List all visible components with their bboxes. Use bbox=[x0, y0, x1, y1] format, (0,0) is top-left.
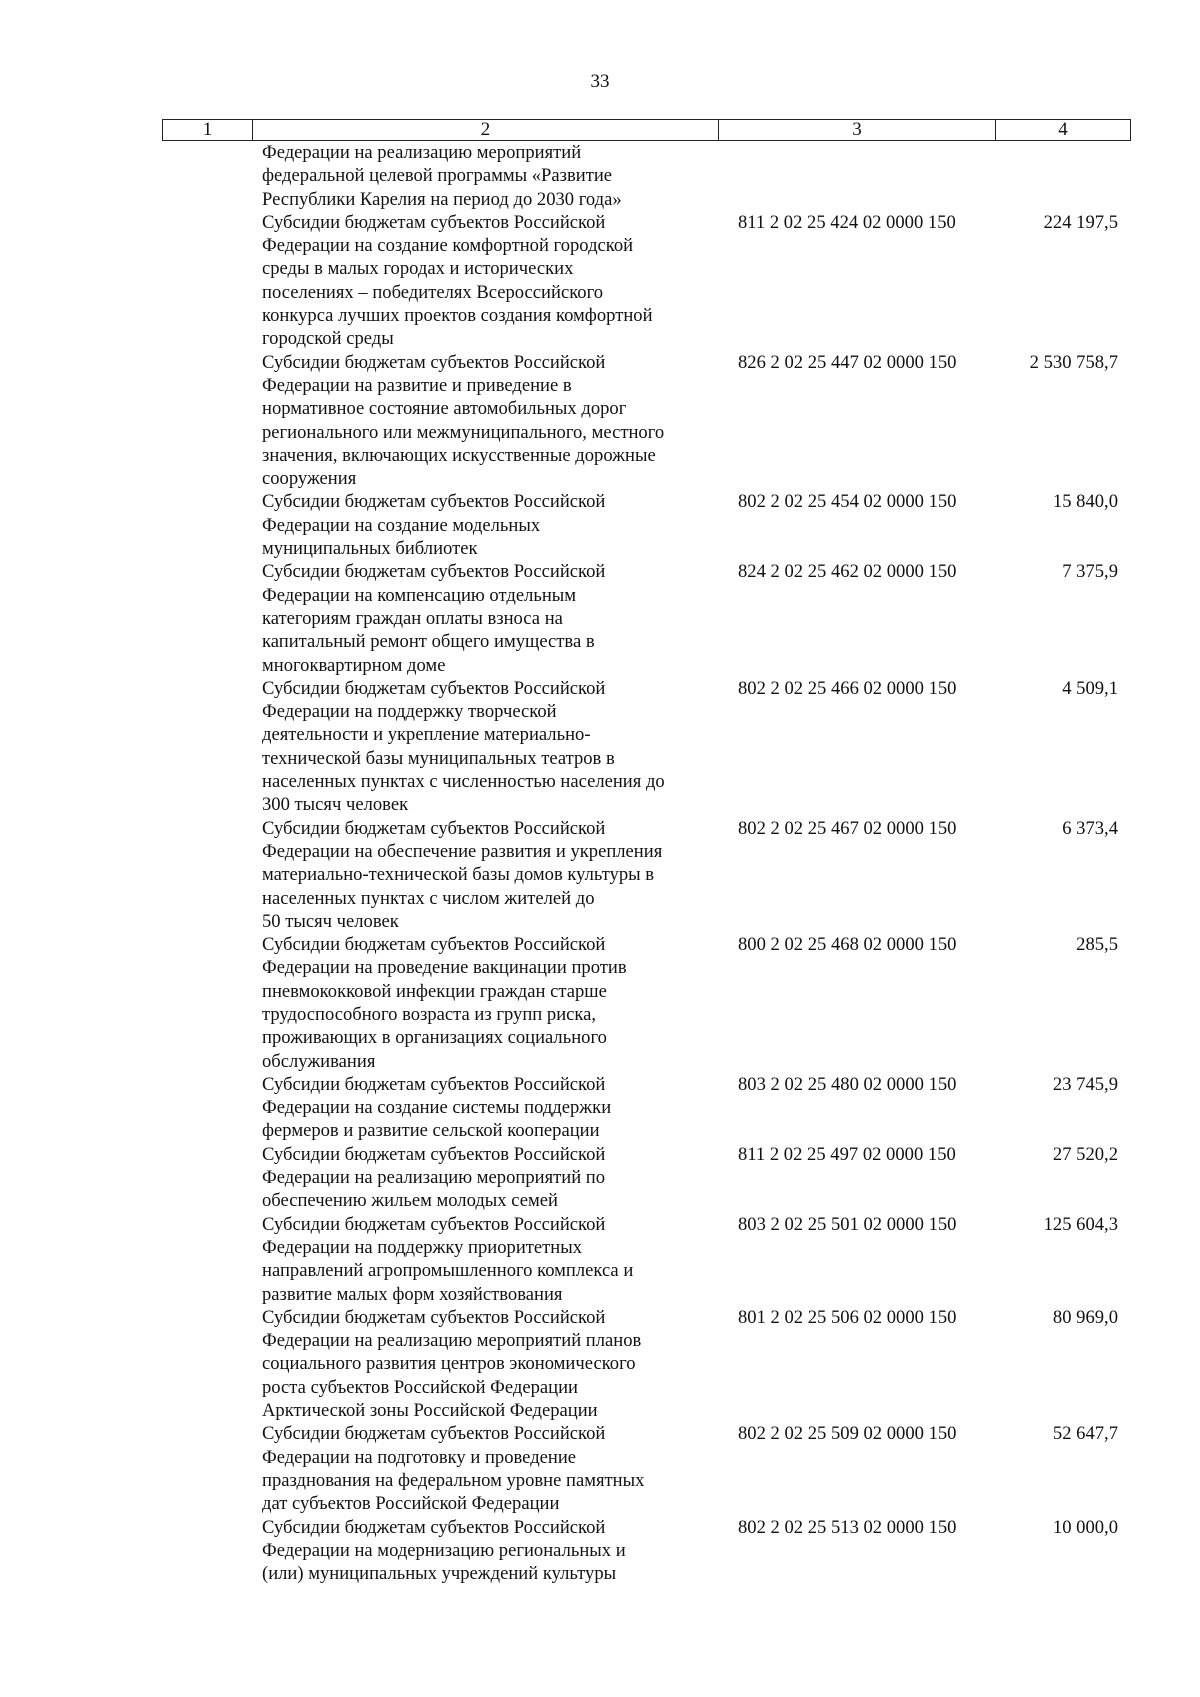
description-line: регионального или межмуниципального, местного bbox=[262, 421, 665, 443]
row-description bbox=[252, 1213, 718, 1306]
row-description bbox=[252, 490, 718, 560]
table-row bbox=[162, 211, 1130, 351]
column-header-2: 2 bbox=[253, 120, 719, 141]
description-line: населенных пунктах с численностью населения до bbox=[262, 771, 665, 793]
row-description bbox=[252, 560, 718, 676]
description-line: городской среды bbox=[262, 328, 394, 350]
description-line: фермеров и развитие сельской кооперации bbox=[262, 1120, 600, 1142]
description-line: значения, включающих искусственные дорожные bbox=[262, 444, 656, 466]
description-line: капитальный ремонт общего имущества в bbox=[262, 631, 595, 653]
table-row bbox=[162, 490, 1130, 560]
description-line: Федерации на реализацию мероприятий bbox=[262, 142, 582, 163]
table-row bbox=[162, 1422, 1130, 1515]
description-line: обслуживания bbox=[262, 1050, 376, 1072]
row-budget-code: 803 2 02 25 501 02 0000 150 bbox=[738, 1213, 957, 1235]
description-line: дат субъектов Российской Федерации bbox=[262, 1493, 560, 1515]
row-amount: 4 509,1 bbox=[1062, 677, 1118, 699]
description-line: пневмококковой инфекции граждан старше bbox=[262, 980, 607, 1002]
description-line: Субсидии бюджетам субъектов Российской bbox=[262, 1516, 606, 1538]
row-number-cell bbox=[162, 817, 252, 933]
description-line: Федерации на реализацию мероприятий планов bbox=[262, 1330, 642, 1352]
description-line: Субсидии бюджетам субъектов Российской bbox=[262, 1306, 606, 1328]
description-line: Федерации на обеспечение развития и укрепления bbox=[262, 840, 663, 862]
row-amount: 10 000,0 bbox=[1052, 1516, 1118, 1538]
description-line: материально-технической базы домов культуры в bbox=[262, 864, 655, 886]
description-line: Федерации на создание модельных bbox=[262, 514, 541, 536]
description-line: 300 тысяч человек bbox=[262, 794, 409, 816]
row-budget-code: 803 2 02 25 480 02 0000 150 bbox=[738, 1073, 957, 1095]
description-line: празднования на федеральном уровне памятных bbox=[262, 1469, 645, 1491]
row-number-cell bbox=[162, 1213, 252, 1306]
row-description bbox=[252, 1516, 718, 1586]
row-budget-code: 811 2 02 25 424 02 0000 150 bbox=[738, 211, 956, 233]
description-line: Субсидии бюджетам субъектов Российской bbox=[262, 1143, 606, 1165]
row-description bbox=[252, 1422, 718, 1515]
description-line: Федерации на создание комфортной городской bbox=[262, 235, 634, 257]
row-number-cell bbox=[162, 677, 252, 817]
description-line: Арктической зоны Российской Федерации bbox=[262, 1400, 598, 1422]
description-line: Субсидии бюджетам субъектов Российской bbox=[262, 211, 606, 233]
row-amount: 15 840,0 bbox=[1052, 491, 1118, 513]
row-description bbox=[252, 141, 718, 211]
row-number-cell bbox=[162, 490, 252, 560]
table-row bbox=[162, 351, 1130, 491]
row-description bbox=[252, 677, 718, 817]
description-line: Субсидии бюджетам субъектов Российской bbox=[262, 1423, 606, 1445]
description-line: Федерации на создание системы поддержки bbox=[262, 1097, 612, 1119]
row-amount: 27 520,2 bbox=[1052, 1143, 1118, 1165]
row-budget-code: 826 2 02 25 447 02 0000 150 bbox=[738, 351, 957, 373]
table-row bbox=[162, 1073, 1130, 1143]
table-row bbox=[162, 1516, 1130, 1586]
row-number-cell bbox=[162, 141, 252, 211]
description-line: муниципальных библиотек bbox=[262, 538, 478, 560]
row-description bbox=[252, 1073, 718, 1143]
description-line: 50 тысяч человек bbox=[262, 910, 399, 932]
description-line: нормативное состояние автомобильных дорог bbox=[262, 398, 627, 420]
description-line: деятельности и укрепление материально- bbox=[262, 724, 591, 746]
row-budget-code: 802 2 02 25 466 02 0000 150 bbox=[738, 677, 957, 699]
description-line: поселениях – победителях Всероссийского bbox=[262, 281, 604, 303]
description-line: трудоспособного возраста из групп риска, bbox=[262, 1003, 597, 1025]
column-header-3: 3 bbox=[719, 120, 996, 141]
description-line: социального развития центров экономического bbox=[262, 1353, 636, 1375]
row-description bbox=[252, 933, 718, 1073]
row-number-cell bbox=[162, 351, 252, 491]
description-line: Субсидии бюджетам субъектов Российской bbox=[262, 1213, 606, 1235]
row-number-cell bbox=[162, 1516, 252, 1586]
column-header-4: 4 bbox=[996, 120, 1131, 141]
row-amount: 52 647,7 bbox=[1052, 1423, 1118, 1445]
description-line: Федерации на подготовку и проведение bbox=[262, 1446, 577, 1468]
column-header-row bbox=[163, 120, 1131, 141]
row-amount: 6 373,4 bbox=[1062, 817, 1118, 839]
description-line: роста субъектов Российской Федерации bbox=[262, 1376, 578, 1398]
row-description bbox=[252, 817, 718, 933]
table-row bbox=[162, 677, 1130, 817]
row-amount: 285,5 bbox=[1076, 934, 1118, 956]
description-line: развитие малых форм хозяйствования bbox=[262, 1283, 563, 1305]
row-budget-code: 802 2 02 25 513 02 0000 150 bbox=[738, 1516, 957, 1538]
row-budget-code: 802 2 02 25 454 02 0000 150 bbox=[738, 491, 957, 513]
description-line: Федерации на реализацию мероприятий по bbox=[262, 1167, 606, 1189]
description-line: технической базы муниципальных театров в bbox=[262, 747, 615, 769]
row-amount: 125 604,3 bbox=[1043, 1213, 1118, 1235]
description-line: конкурса лучших проектов создания комфортной bbox=[262, 305, 653, 327]
row-description bbox=[252, 351, 718, 491]
row-number-cell bbox=[162, 933, 252, 1073]
row-amount: 2 530 758,7 bbox=[1029, 351, 1118, 373]
column-header-table bbox=[162, 119, 1131, 141]
row-number-cell bbox=[162, 1306, 252, 1422]
table-row bbox=[162, 1306, 1130, 1422]
description-line: Федерации на поддержку творческой bbox=[262, 701, 557, 723]
row-number-cell bbox=[162, 1422, 252, 1515]
row-budget-code: 802 2 02 25 509 02 0000 150 bbox=[738, 1423, 957, 1445]
row-budget-code bbox=[718, 141, 995, 211]
description-line: проживающих в организациях социального bbox=[262, 1027, 607, 1049]
row-amount bbox=[995, 141, 1130, 211]
row-budget-code: 801 2 02 25 506 02 0000 150 bbox=[738, 1306, 957, 1328]
table-row bbox=[162, 560, 1130, 676]
description-line: Федерации на развитие и приведение в bbox=[262, 374, 572, 396]
row-number-cell bbox=[162, 211, 252, 351]
description-line: Федерации на поддержку приоритетных bbox=[262, 1236, 583, 1258]
row-budget-code: 824 2 02 25 462 02 0000 150 bbox=[738, 561, 957, 583]
description-line: Субсидии бюджетам субъектов Российской bbox=[262, 934, 606, 956]
row-budget-code: 811 2 02 25 497 02 0000 150 bbox=[738, 1143, 956, 1165]
table-row bbox=[162, 1143, 1130, 1213]
description-line: Федерации на модернизацию региональных и bbox=[262, 1539, 626, 1561]
column-header-1: 1 bbox=[163, 120, 253, 141]
table-row bbox=[162, 933, 1130, 1073]
row-number-cell bbox=[162, 1073, 252, 1143]
row-amount: 80 969,0 bbox=[1052, 1306, 1118, 1328]
row-amount: 23 745,9 bbox=[1052, 1073, 1118, 1095]
row-description bbox=[252, 211, 718, 351]
row-amount: 224 197,5 bbox=[1043, 211, 1118, 233]
description-line: Субсидии бюджетам субъектов Российской bbox=[262, 817, 606, 839]
description-line: Субсидии бюджетам субъектов Российской bbox=[262, 561, 606, 583]
row-description bbox=[252, 1143, 718, 1213]
table-row bbox=[162, 817, 1130, 933]
description-line: категориям граждан оплаты взноса на bbox=[262, 607, 563, 629]
row-description bbox=[252, 1306, 718, 1422]
page-number: 33 bbox=[590, 71, 610, 92]
description-line: многоквартирном доме bbox=[262, 654, 446, 676]
description-line: сооружения bbox=[262, 468, 357, 490]
row-number-cell bbox=[162, 1143, 252, 1213]
description-line: (или) муниципальных учреждений культуры bbox=[262, 1563, 617, 1585]
table-row bbox=[162, 1213, 1130, 1306]
description-line: Субсидии бюджетам субъектов Российской bbox=[262, 491, 606, 513]
table-row bbox=[162, 141, 1130, 211]
row-budget-code: 800 2 02 25 468 02 0000 150 bbox=[738, 934, 957, 956]
description-line: Федерации на компенсацию отдельным bbox=[262, 584, 577, 606]
subsidy-rows bbox=[162, 141, 1130, 1585]
description-line: населенных пунктах с числом жителей до bbox=[262, 887, 595, 909]
row-amount: 7 375,9 bbox=[1062, 561, 1118, 583]
description-line: Субсидии бюджетам субъектов Российской bbox=[262, 1073, 606, 1095]
row-budget-code: 802 2 02 25 467 02 0000 150 bbox=[738, 817, 957, 839]
description-line: среды в малых городах и исторических bbox=[262, 258, 574, 280]
description-line: Федерации на проведение вакцинации против bbox=[262, 957, 627, 979]
description-line: федеральной целевой программы «Развитие bbox=[262, 165, 613, 187]
description-line: Субсидии бюджетам субъектов Российской bbox=[262, 677, 606, 699]
description-line: направлений агропромышленного комплекса и bbox=[262, 1260, 634, 1282]
row-number-cell bbox=[162, 560, 252, 676]
description-line: обеспечению жильем молодых семей bbox=[262, 1190, 558, 1212]
description-line: Субсидии бюджетам субъектов Российской bbox=[262, 351, 606, 373]
description-line: Республики Карелия на период до 2030 года» bbox=[262, 188, 622, 210]
